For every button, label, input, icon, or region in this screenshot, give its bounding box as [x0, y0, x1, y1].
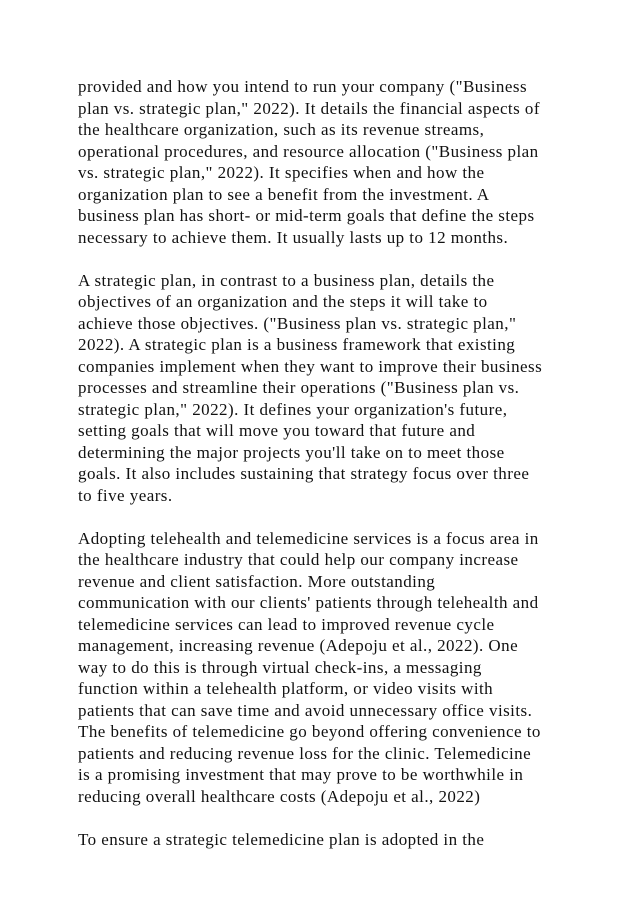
- paragraph-strategic-plan: A strategic plan, in contrast to a business plan, details the objectives of an organization and the steps it will take to achieve those objectives. ("Business plan vs. strategic plan," 2022). A strategic plan is a business framework that existing companies implement when they want to improve their business processes and streamline their operations ("Business plan vs. strategic plan," 2022). It defines your organization's future, setting goals that will move you toward that future and determining the major projects you'll take on to meet those goals. It also includes sustaining that strategy focus over three to five years.: [78, 270, 543, 505]
- document-body: [78, 76, 578, 872]
- paragraph-telemedicine-plan: To ensure a strategic telemedicine plan is adopted in the: [78, 829, 485, 849]
- paragraph-telehealth: Adopting telehealth and telemedicine services is a focus area in the healthcare industry that could help our company increase revenue and client satisfaction. More outstanding communication with our clients' patients through telehealth and telemedicine services can lead to improved revenue cycle management, increasing revenue (Adepoju et al., 2022). One way to do this is through virtual check-ins, a messaging function within a telehealth platform, or video visits with patients that can save time and avoid unnecessary office visits. The benefits of telemedicine go beyond offering convenience to patients and reducing revenue loss for the clinic. Telemedicine is a promising investment that may prove to be worthwhile in reducing overall healthcare costs (Adepoju et al., 2022): [78, 528, 541, 806]
- paragraph-business-plan: provided and how you intend to run your company ("Business plan vs. strategic plan," 2022). It details the financial aspects of the healthcare organization, such as its revenue streams, operational procedures, and resource allocation ("Business plan vs. strategic plan," 2022). It specifies when and how the organization plan to see a benefit from the investment. A business plan has short- or mid-term goals that define the steps necessary to achieve them. It usually lasts up to 12 months.: [78, 77, 540, 247]
